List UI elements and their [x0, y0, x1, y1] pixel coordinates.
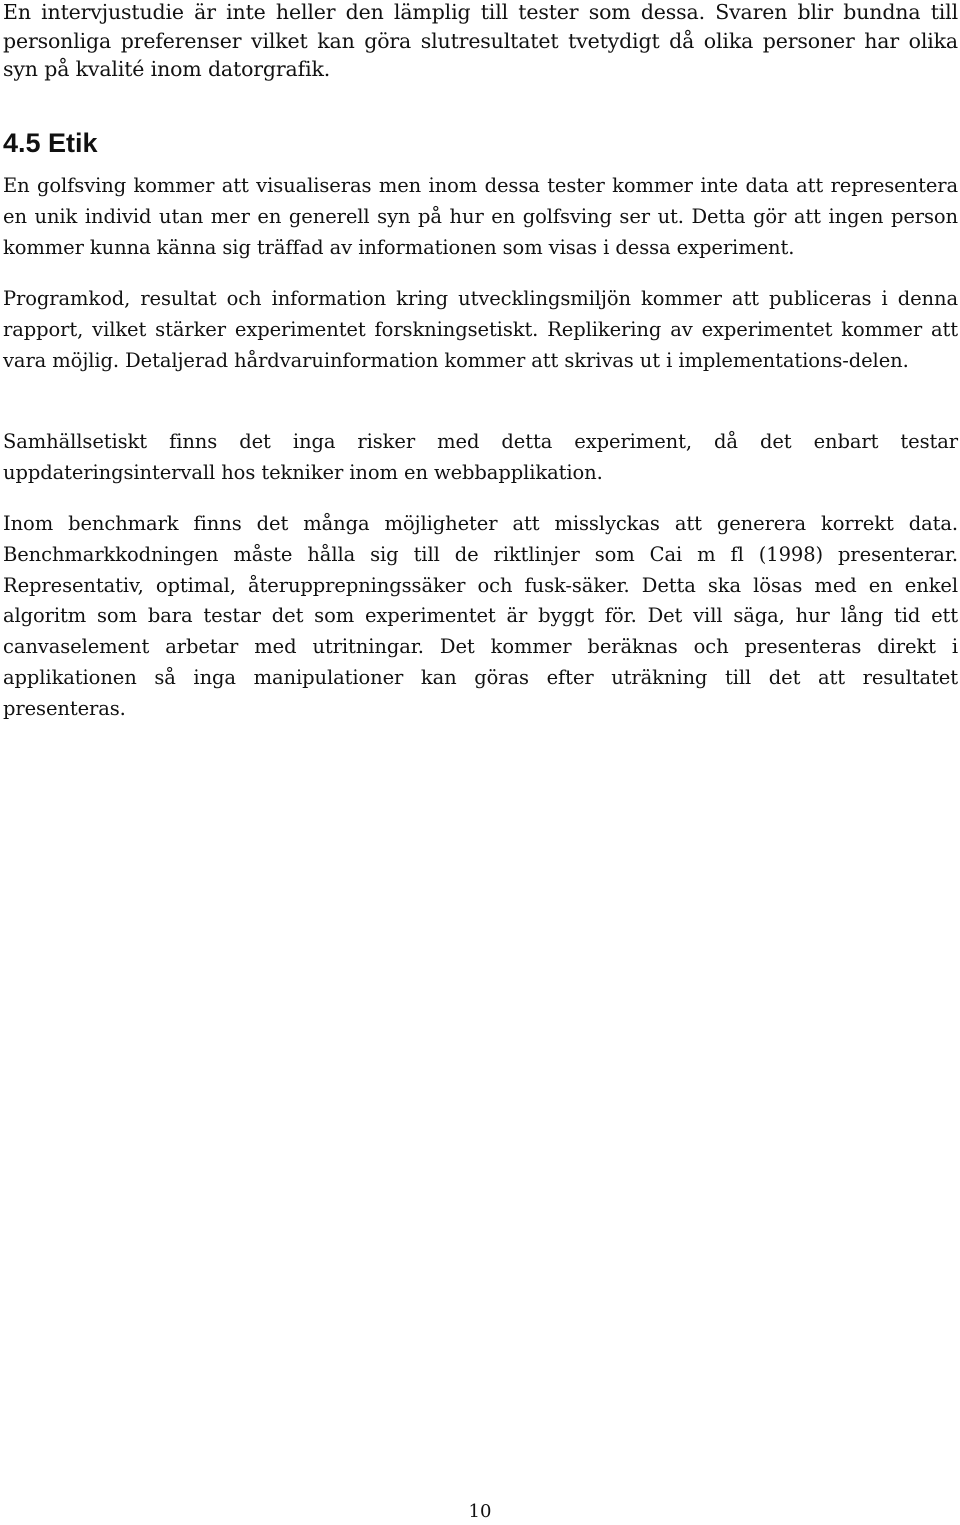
ethics-paragraph-2: Programkod, resultat och information kring utvecklingsmiljön kommer att publiceras i denna rapport, vilket stärker experimentet forskningsetiskt. Replikering av experimentet kommer att vara möjlig. Detaljerad hårdvaruinformation kommer att skrivas ut i implementations-delen.	[3, 287, 958, 372]
section-heading: 4.5 Etik	[3, 128, 98, 158]
page-number: 10	[468, 1501, 492, 1522]
ethics-paragraph-4: Inom benchmark finns det många möjligheter att misslyckas att generera korrekt data. Benchmarkkodningen måste hålla sig till de riktlinjer som Cai m fl (1998) presenterar. Representativ, optimal, återupprepningssäker och fusk-säker. Detta ska lösas med en enkel algoritm som bara testar det som experimentet är byggt för. Det vill säga, hur lång tid ett canvaselement arbetar med utritningar. Det kommer beräknas och presenteras direkt i applikationen så inga manipulationer kan göras efter uträkning till det att resultatet presenteras.	[3, 512, 958, 720]
intro-paragraph: En intervjustudie är inte heller den lämplig till tester som dessa. Svaren blir bundna till personliga preferenser vilket kan göra slutresultatet tvetydigt då olika personer har olika syn på kvalité inom datorgrafik.	[3, 0, 958, 81]
ethics-paragraph-3: Samhällsetiskt finns det inga risker med detta experiment, då det enbart testar uppdateringsintervall hos tekniker inom en webbapplikation.	[3, 430, 958, 484]
ethics-paragraph-1: En golfsving kommer att visualiseras men inom dessa tester kommer inte data att representera en unik individ utan mer en generell syn på hur en golfsving ser ut. Detta gör att ingen person kommer kunna känna sig träffad av informationen som visas i dessa experiment.	[3, 174, 958, 259]
